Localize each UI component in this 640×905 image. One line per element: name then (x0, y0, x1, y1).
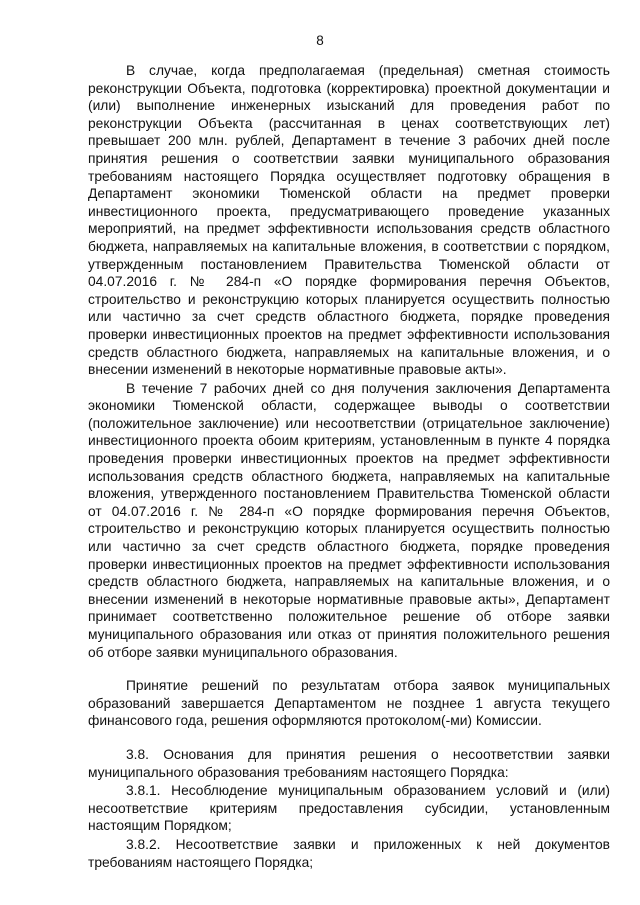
document-body (88, 62, 610, 871)
paragraph-decision-deadline: Принятие решений по результатам отбора заявок муниципальных образований завершается Департаментом не позднее 1 августа текущего финансового года, решения оформляются протоколом(-ми) Комиссии. (88, 678, 610, 729)
clause-3-8-2: 3.8.2. Несоответствие заявки и приложенных к ней документов требованиям настоящего Порядка; (88, 836, 610, 870)
clause-3-8-1: 3.8.1. Несоблюдение муниципальным образованием условий и (или) несоответствие критериям предоставления субсидии, установленным настоящим Порядком; (88, 783, 610, 834)
paragraph-reconstruction-cost: В случае, когда предполагаемая (предельная) сметная стоимость реконструкции Объекта, подготовка (корректировка) проектной документации и (или) выполнение инженерных изысканий для проведения работ по реконструкции Объекта (рассчитанная в ценах соответствующих лет) превышает 200 млн. рублей, Департамент в течение 3 рабочих дней после принятия решения о соответствии заявки муниципального образования требованиям настоящего Порядка осуществляет подготовку обращения в Департамент экономики Тюменской области на предмет проверки инвестиционного проекта, предусматривающего проведение указанных мероприятий, на предмет эффективности использования средств областного бюджета, направляемых на капитальные вложения, в соответствии с порядком, утвержденным постановлением Правительства Тюменской области от 04.07.2016 г. № 284-п «О порядке формирования перечня Объектов, строительство и реконструкцию которых планируется осуществить полностью или частично за счет средств областного бюджета, порядке проведения проверки инвестиционных проектов на предмет эффективности использования средств областного бюджета, направляемых на капитальные вложения, и о внесении изменений в некоторые нормативные правовые акты». (88, 63, 610, 378)
paragraph-economics-conclusion: В течение 7 рабочих дней со дня получения заключения Департамента экономики Тюменской области, содержащее выводы о соответствии (положительное заключение) или несоответствии (отрицательное заключение) инвестиционного проекта обоим критериям, установленным в пункте 4 порядка проведения проверки инвестиционных проектов на предмет эффективности использования средств областного бюджета, направляемых на капитальные вложения, утвержденного постановлением Правительства Тюменской области от 04.07.2016 г. № 284-п «О порядке формирования перечня Объектов, строительство и реконструкцию которых планируется осуществить полностью или частично за счет средств областного бюджета, порядке проведения проверки инвестиционных проектов на предмет эффективности использования средств областного бюджета, направляемых на капитальные вложения, и о внесении изменений в некоторые нормативные правовые акты», Департамент принимает соответственно положительное решение об отборе заявки муниципального образования или отказ от принятия положительного решения об отборе заявки муниципального образования. (88, 380, 610, 660)
clause-3-8: 3.8. Основания для принятия решения о несоответствии заявки муниципального образования требованиям настоящего Порядка: (88, 746, 610, 780)
page-number: 8 (316, 33, 324, 48)
